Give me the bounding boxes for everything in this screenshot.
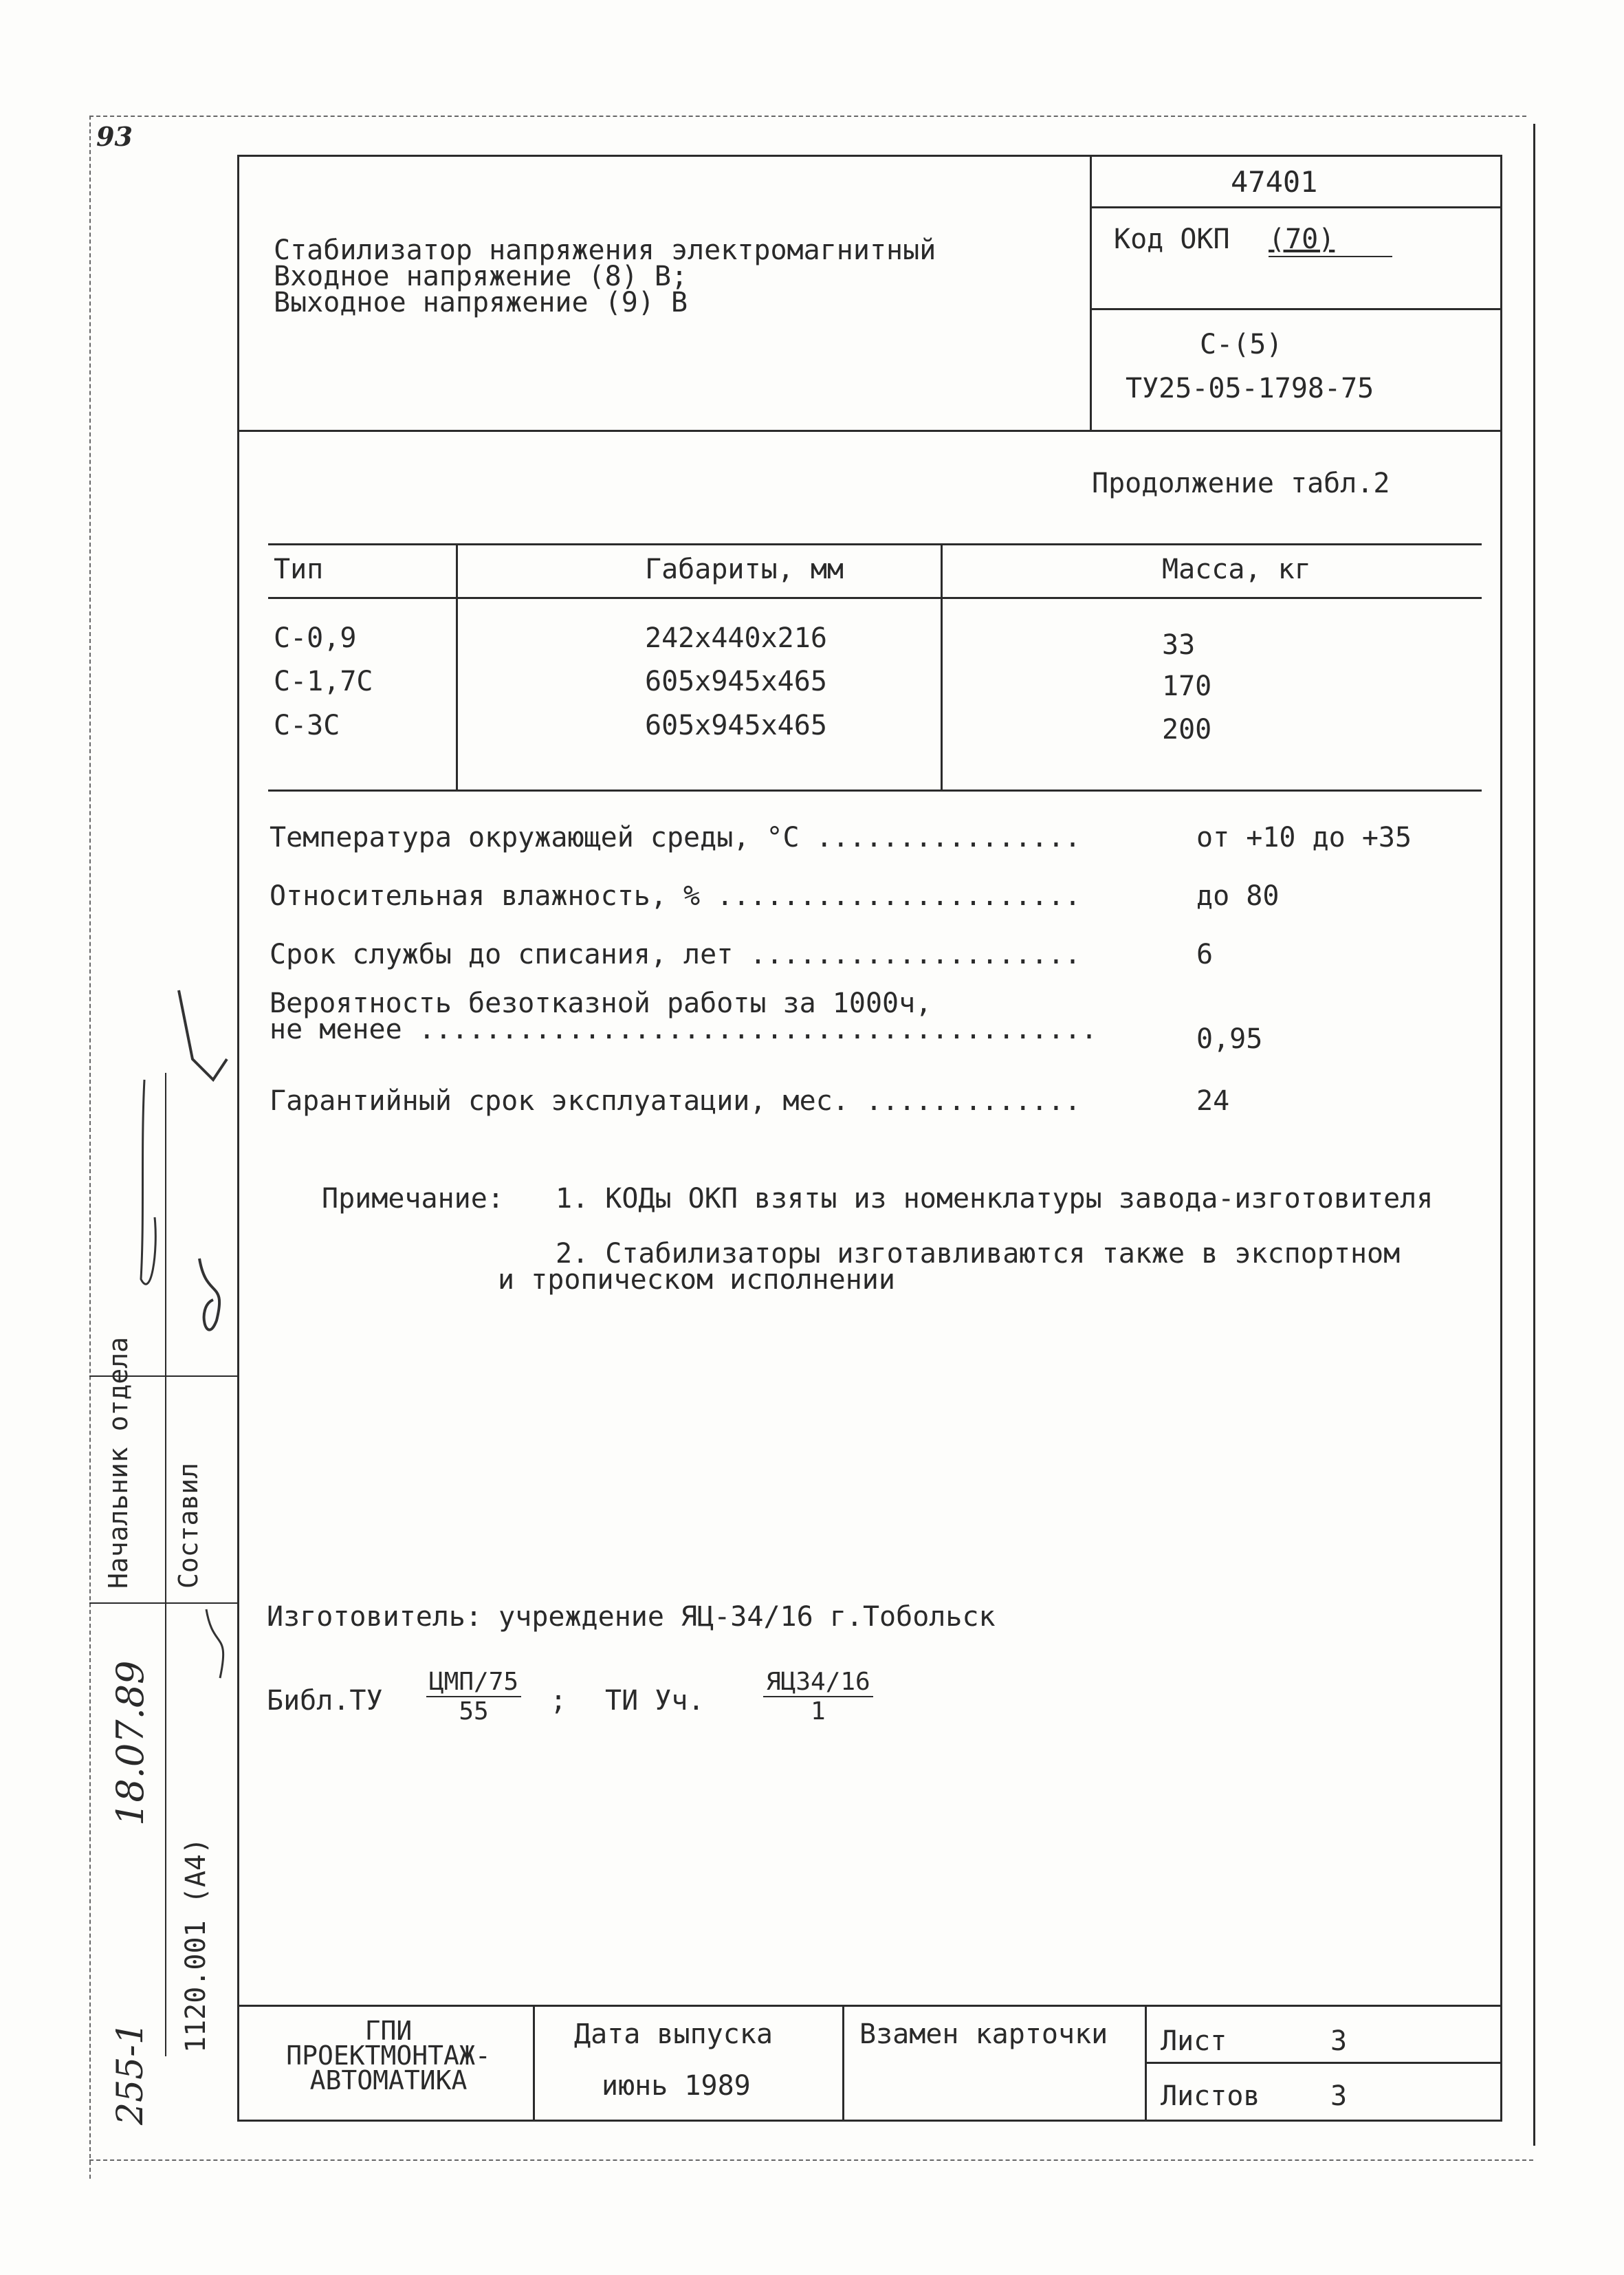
spec-service-life-value: 6 bbox=[1196, 939, 1214, 970]
footer-date-label: Дата выпуска bbox=[574, 2018, 773, 2050]
footer-sheets-label: Листов bbox=[1161, 2080, 1260, 2112]
footer-sheet-label: Лист bbox=[1161, 2025, 1227, 2057]
spec-humidity-value: до 80 bbox=[1196, 880, 1280, 912]
table-header-dimensions: Габариты, мм bbox=[645, 554, 844, 585]
table-header-line bbox=[268, 597, 1482, 599]
form-top-line bbox=[237, 155, 1502, 157]
tu-number: ТУ25-05-1798-75 bbox=[1126, 373, 1374, 404]
library-fraction-numerator: ЦМП/75 bbox=[426, 1668, 521, 1697]
side-composed-label: Составил bbox=[173, 1462, 204, 1589]
side-stamp-number: 255-1 bbox=[110, 2022, 151, 2125]
spec-warranty-value: 24 bbox=[1196, 1085, 1230, 1117]
table-cell-dimensions: 242x440x216 bbox=[645, 622, 827, 654]
spec-reliability-label-line-1: Вероятность безотказной работы за 1000ч, bbox=[270, 988, 932, 1019]
spec-reliability-label-line-2: не менее ......................................... bbox=[270, 1014, 1098, 1045]
footer-org-line-2: ПРОЕКТМОНТАЖ- bbox=[286, 2040, 491, 2071]
card-number-line bbox=[1090, 206, 1502, 208]
table-cell-mass: 170 bbox=[1162, 671, 1212, 702]
footer-org-line-3: АВТОМАТИКА bbox=[309, 2065, 468, 2096]
header-title bbox=[274, 237, 936, 316]
ti-fraction bbox=[763, 1668, 873, 1726]
outer-frame-bottom bbox=[89, 2159, 1533, 2161]
table-header-mass: Масса, кг bbox=[1162, 554, 1311, 585]
ti-label: ТИ Уч. bbox=[605, 1685, 705, 1717]
page-number: 93 bbox=[96, 121, 133, 152]
table-cell-type: С-1,7С bbox=[274, 666, 373, 697]
header-title-line-3: Выходное напряжение (9) В bbox=[274, 287, 688, 318]
note-1: 1. КОДы ОКП взяты из номенклатуры завода-изготовителя bbox=[556, 1183, 1434, 1215]
side-head-label: Начальник отдела bbox=[103, 1336, 133, 1589]
outer-frame-right bbox=[1533, 124, 1535, 2146]
ti-fraction-numerator: ЯЦ34/16 bbox=[763, 1668, 873, 1697]
table-bottom-line bbox=[268, 790, 1482, 792]
library-separator: ; bbox=[550, 1685, 567, 1717]
table-cell-type: С-3С bbox=[274, 710, 340, 741]
header-title-line-2: Входное напряжение (8) В; bbox=[274, 261, 688, 292]
table-cell-mass: 33 bbox=[1162, 629, 1196, 661]
spec-humidity-label: Относительная влажность, % ...................... bbox=[270, 880, 1082, 912]
footer-sheet-value: 3 bbox=[1330, 2025, 1348, 2057]
footer-date-value: июнь 1989 bbox=[602, 2070, 751, 2102]
table-col-divider-2 bbox=[941, 543, 943, 790]
designation: С-(5) bbox=[1200, 329, 1283, 360]
footer-divider-2 bbox=[842, 2005, 844, 2122]
spec-service-life-label: Срок службы до списания, лет .................... bbox=[270, 939, 1082, 970]
spec-warranty-label: Гарантийный срок эксплуатации, мес. ............. bbox=[270, 1085, 1082, 1117]
footer-replace-label: Взамен карточки bbox=[859, 2018, 1108, 2050]
form-bottom-line bbox=[237, 2120, 1502, 2122]
table-cell-dimensions: 605x945x465 bbox=[645, 710, 827, 741]
spec-temperature-label: Температура окружающей среды, °С ................ bbox=[270, 822, 1082, 853]
footer-sheets-value: 3 bbox=[1330, 2080, 1348, 2112]
header-title-line-1: Стабилизатор напряжения электромагнитный bbox=[274, 235, 936, 266]
handwritten-signatures-icon bbox=[103, 977, 241, 1802]
table-cell-dimensions: 605x945x465 bbox=[645, 666, 827, 697]
table-col-divider-1 bbox=[456, 543, 458, 790]
outer-frame-top bbox=[89, 116, 1526, 117]
notes-label: Примечание: bbox=[322, 1183, 504, 1215]
library-fraction-denominator: 55 bbox=[459, 1697, 489, 1726]
table-cell-mass: 200 bbox=[1162, 714, 1212, 745]
table-top-line bbox=[268, 543, 1482, 545]
spec-temperature-value: от +10 до +35 bbox=[1196, 822, 1412, 853]
header-bottom-line bbox=[237, 430, 1502, 432]
footer-top-line bbox=[237, 2005, 1502, 2007]
okp-label: Код ОКП bbox=[1114, 224, 1230, 255]
table-header-type: Тип bbox=[274, 554, 324, 585]
continuation-label: Продолжение табл.2 bbox=[1092, 468, 1390, 499]
header-divider bbox=[1090, 155, 1092, 430]
okp-value: (70) bbox=[1269, 224, 1335, 255]
footer-org bbox=[244, 2016, 533, 2096]
ti-fraction-denominator: 1 bbox=[811, 1697, 826, 1726]
library-fraction bbox=[426, 1668, 521, 1726]
table-cell-type: С-0,9 bbox=[274, 622, 357, 654]
note-2-line-2: и тропическом исполнении bbox=[498, 1264, 895, 1296]
side-form-code: 1120.001 (А4) bbox=[180, 1837, 212, 2053]
card-number: 47401 bbox=[1231, 165, 1318, 199]
note-2-line-1: 2. Стабилизаторы изготавливаются также в экспортном bbox=[556, 1238, 1401, 1270]
form-right-line bbox=[1500, 155, 1502, 2122]
outer-frame-left bbox=[89, 116, 91, 2179]
spec-reliability-value: 0,95 bbox=[1196, 1023, 1263, 1055]
spec-reliability-label bbox=[270, 990, 1097, 1043]
manufacturer: Изготовитель: учреждение ЯЦ-34/16 г.Тобольск bbox=[267, 1601, 996, 1633]
footer-org-line-1: ГПИ bbox=[364, 2016, 413, 2046]
library-label: Библ.ТУ bbox=[267, 1685, 383, 1717]
okp-underline bbox=[1269, 256, 1392, 257]
side-date-handwritten: 18.07.89 bbox=[109, 1660, 152, 1826]
footer-sheet-line bbox=[1145, 2062, 1502, 2064]
okp-line bbox=[1090, 308, 1502, 310]
footer-divider-1 bbox=[533, 2005, 535, 2122]
